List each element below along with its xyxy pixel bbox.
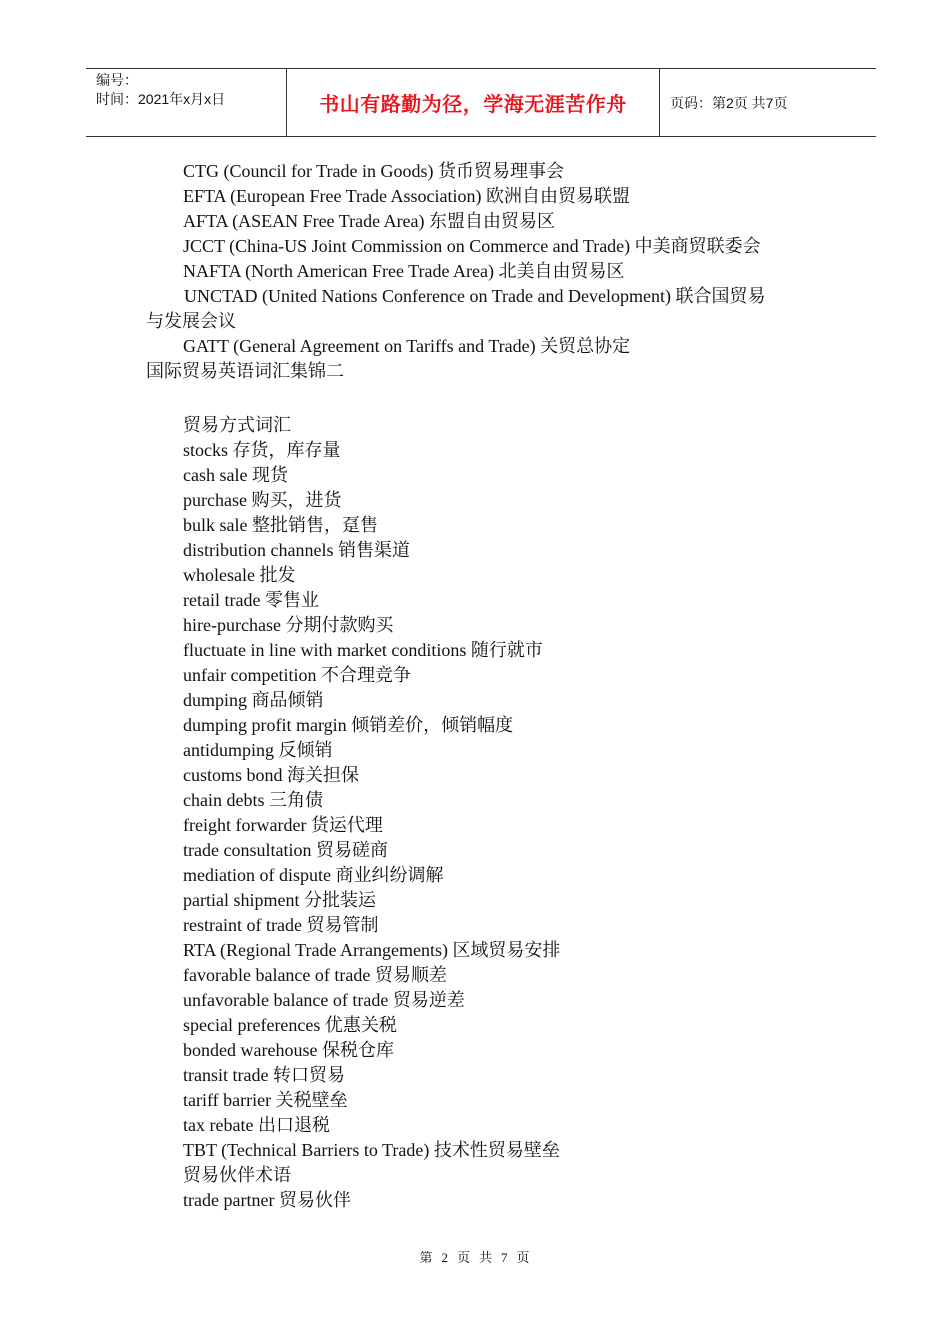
page-footer xyxy=(0,1247,950,1266)
term-line: trade partner 贸易伙伴 xyxy=(183,1190,351,1210)
term-line: bulk sale 整批销售，趸售 xyxy=(183,515,378,535)
header-meta xyxy=(86,69,287,136)
footer-di: 第 xyxy=(419,1250,434,1265)
org-term-line: JCCT (China-US Joint Commission on Commerce and Trade) 中美商贸联委会 xyxy=(183,236,761,256)
header-motto: 书山有路勤为径，学海无涯苦作舟 xyxy=(287,69,660,136)
subsection-title: 贸易方式词汇 xyxy=(183,415,291,435)
org-term-line: EFTA (European Free Trade Association) 欧洲自由贸易联盟 xyxy=(183,186,631,206)
term-line: fluctuate in line with market conditions 随行就市 xyxy=(183,640,543,660)
unctad-line-2: 与发展会议 xyxy=(146,311,236,331)
gatt-line: GATT (General Agreement on Tariffs and Trade) 关贸总协定 xyxy=(183,336,631,356)
footer-page-number: 2 xyxy=(441,1250,449,1265)
term-line: favorable balance of trade 贸易顺差 xyxy=(183,965,447,985)
page-header xyxy=(86,68,876,137)
term-line: transit trade 转口贸易 xyxy=(183,1065,345,1085)
term-line: stocks 存货，库存量 xyxy=(183,440,341,460)
term-list xyxy=(146,438,826,1213)
term-line: hire-purchase 分期付款购买 xyxy=(183,615,394,635)
footer-ye-2: 页 xyxy=(516,1250,531,1265)
term-line: partial shipment 分批装运 xyxy=(183,890,376,910)
term-line: 贸易伙伴术语 xyxy=(183,1165,291,1185)
term-line: bonded warehouse 保税仓库 xyxy=(183,1040,394,1060)
header-number-label: 编号： xyxy=(96,72,138,88)
org-term-line: CTG (Council for Trade in Goods) 货币贸易理事会 xyxy=(183,161,564,181)
term-line: freight forwarder 货运代理 xyxy=(183,815,383,835)
org-term-line: NAFTA (North American Free Trade Area) 北美自由贸易区 xyxy=(183,261,625,281)
unctad-line-1: UNCTAD (United Nations Conference on Trade and Development) 联合国贸易 xyxy=(184,286,766,306)
term-line: tariff barrier 关税壁垒 xyxy=(183,1090,348,1110)
term-line: TBT (Technical Barriers to Trade) 技术性贸易壁垒 xyxy=(183,1140,560,1160)
org-term-line: AFTA (ASEAN Free Trade Area) 东盟自由贸易区 xyxy=(183,211,556,231)
term-line: customs bond 海关担保 xyxy=(183,765,360,785)
term-line: mediation of dispute 商业纠纷调解 xyxy=(183,865,444,885)
footer-total-pages: 7 xyxy=(501,1250,509,1265)
term-line: purchase 购买，进货 xyxy=(183,490,342,510)
term-line: tax rebate 出口退税 xyxy=(183,1115,330,1135)
term-line: unfair competition 不合理竞争 xyxy=(183,665,411,685)
section-title: 国际贸易英语词汇集锦二 xyxy=(146,361,344,381)
header-date-label: 时间：2021年x月x日 xyxy=(96,91,226,107)
term-line: unfavorable balance of trade 贸易逆差 xyxy=(183,990,465,1010)
term-line: wholesale 批发 xyxy=(183,565,296,585)
header-page-label: 页码：第2页 共7页 xyxy=(670,94,788,111)
term-line: trade consultation 贸易磋商 xyxy=(183,840,388,860)
term-line: RTA (Regional Trade Arrangements) 区域贸易安排 xyxy=(183,940,561,960)
term-line: antidumping 反倾销 xyxy=(183,740,333,760)
term-line: dumping 商品倾销 xyxy=(183,690,324,710)
term-line: distribution channels 销售渠道 xyxy=(183,540,410,560)
blank-line xyxy=(146,386,826,413)
term-line: special preferences 优惠关税 xyxy=(183,1015,397,1035)
document-body xyxy=(146,159,826,1213)
term-line: chain debts 三角债 xyxy=(183,790,323,810)
term-line: restraint of trade 贸易管制 xyxy=(183,915,379,935)
footer-ye: 页 xyxy=(456,1250,471,1265)
term-line: retail trade 零售业 xyxy=(183,590,319,610)
footer-gong: 共 xyxy=(479,1250,494,1265)
term-line: dumping profit margin 倾销差价，倾销幅度 xyxy=(183,715,514,735)
term-line: cash sale 现货 xyxy=(183,465,288,485)
